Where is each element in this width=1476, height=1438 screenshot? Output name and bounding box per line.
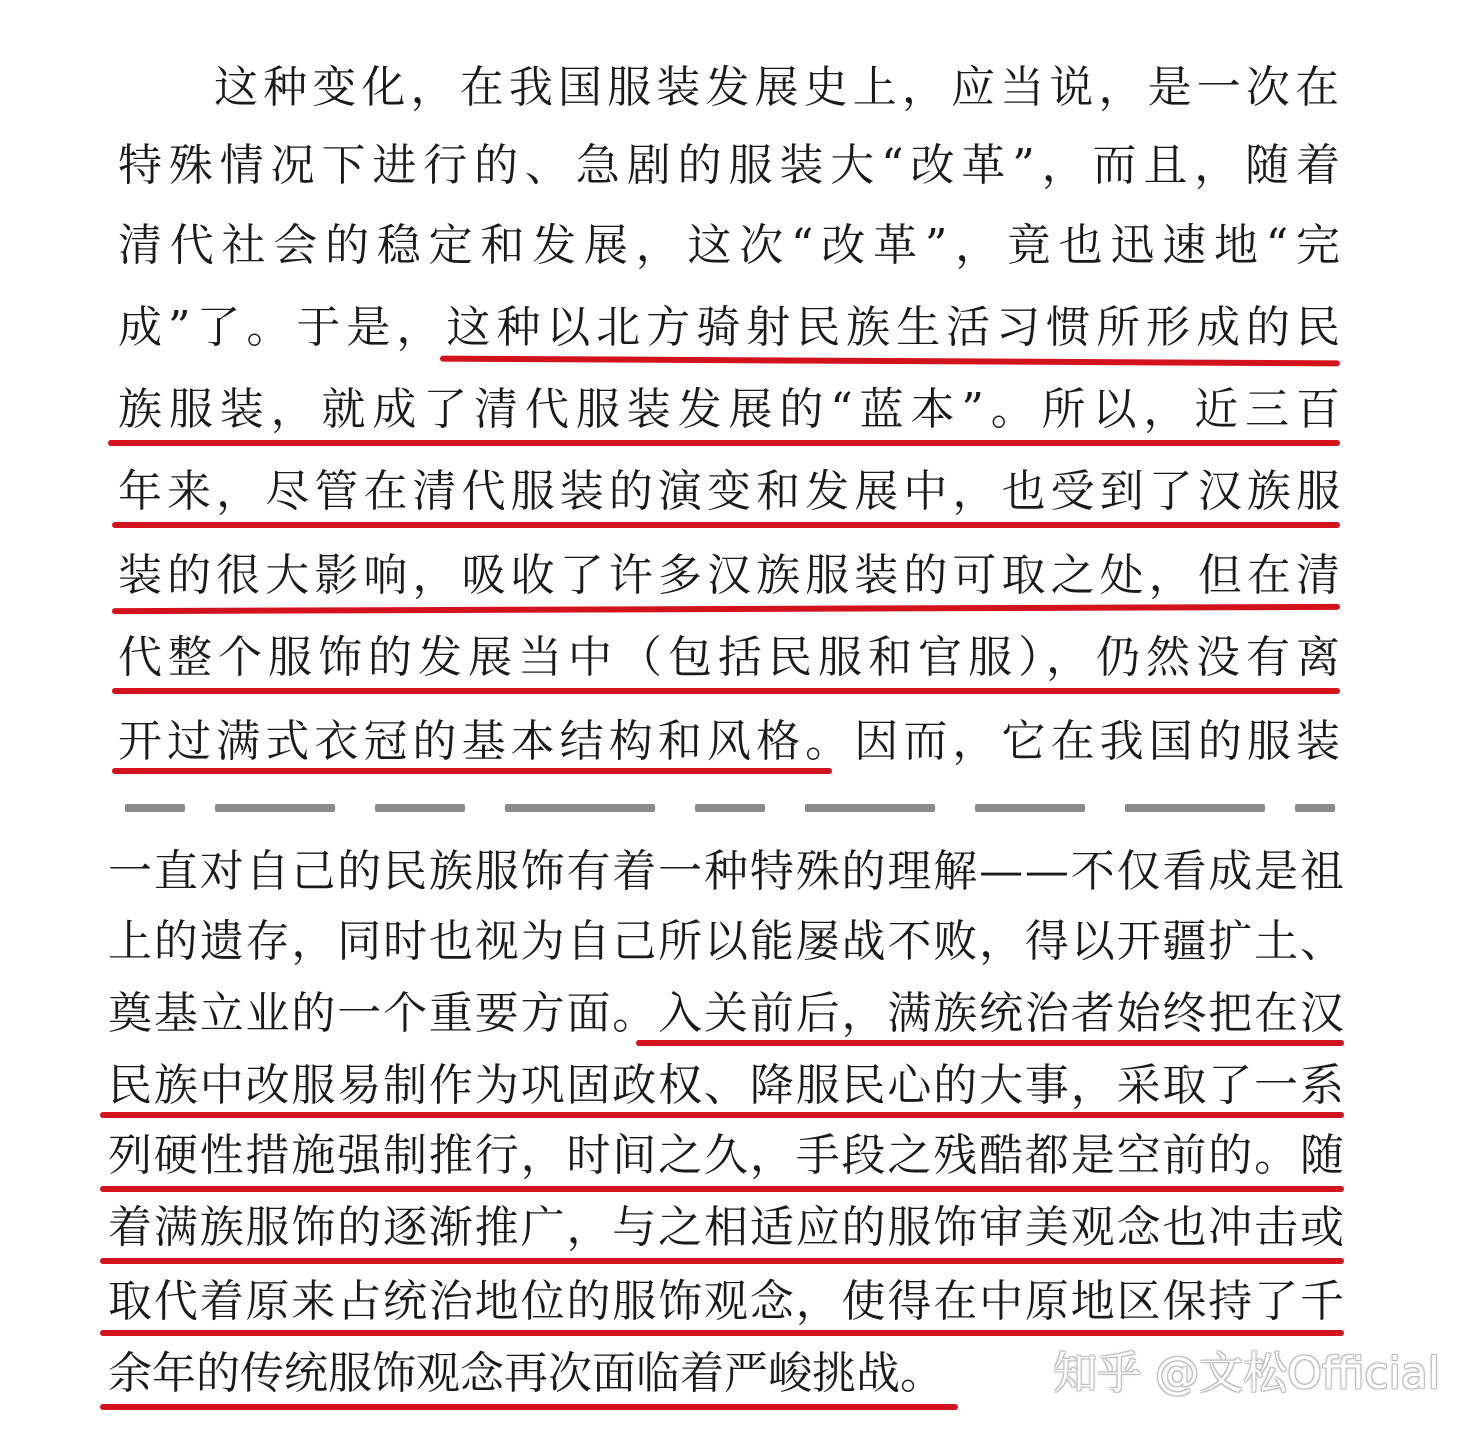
line-text: 奠基立业的一个重要方面。入关前后，满族统治者始终把在汉 [108,988,1346,1039]
text-line [0,462,1476,522]
text-line [0,298,1476,358]
line-text: 着满族服饰的逐渐推广，与之相适应的服饰审美观念也冲击或 [108,1202,1346,1253]
watermark: 知乎 @文松Official [1053,1348,1440,1399]
line-text: 年来，尽管在清代服装的演变和发展中，也受到了汉族服 [118,466,1346,517]
text-line [0,1198,1476,1258]
line-text: 成”了。于是，这种以北方骑射民族生活习惯所形成的民 [118,302,1346,353]
line-text: 列硬性措施强制推行，时间之久，手段之残酷都是空前的。随 [108,1130,1346,1181]
text-line [0,628,1476,688]
line-text: 装的很大影响，吸收了许多汉族服装的可取之处，但在清 [118,550,1346,601]
underline-mark [100,1330,1344,1336]
line-text: 民族中改服易制作为巩固政权、降服民心的大事，采取了一系 [108,1060,1346,1111]
cropped-text-fragment [105,796,1345,822]
line-text: 开过满式衣冠的基本结构和风格。因而，它在我国的服装 [118,716,1346,767]
underline-mark [100,1404,958,1410]
underline-mark [112,768,832,774]
underline-mark [108,440,1340,446]
line-text: 上的遗存，同时也视为自己所以能屡战不败，得以开疆扩土、 [108,916,1346,967]
line-text: 余年的传统服饰观念再次面临着严峻挑战。 [108,1348,944,1399]
line-text: 取代着原来占统治地位的服饰观念，使得在中原地区保持了千 [108,1276,1346,1327]
line-text: 一直对自己的民族服饰有着一种特殊的理解——不仅看成是祖 [108,846,1346,897]
underline-mark [100,1258,1344,1264]
underline-mark [112,688,1340,694]
line-text: 清代社会的稳定和发展，这次“改革”，竟也迅速地“完 [118,220,1348,271]
underline-mark [100,1186,1344,1192]
underline-mark [636,1040,1344,1046]
text-line [0,912,1476,972]
text-line [0,1272,1476,1332]
underline-mark [100,1112,1344,1118]
text-line [0,842,1476,902]
line-text: 这种变化，在我国服装发展史上，应当说，是一次在 [214,62,1345,113]
text-line [0,58,1476,118]
text-line [0,546,1476,606]
text-line [0,984,1476,1044]
text-line [0,216,1476,276]
line-text: 代整个服饰的发展当中（包括民服和官服），仍然没有离 [118,632,1346,683]
line-text: 族服装，就成了清代服装发展的“蓝本”。所以，近三百 [118,384,1347,435]
line-text: 特殊情况下进行的、急剧的服装大“改革”，而且，随着 [118,140,1347,191]
text-line [0,380,1476,440]
underline-mark [112,522,1340,528]
text-line [0,712,1476,772]
text-line [0,1126,1476,1186]
text-line [0,1056,1476,1116]
text-line [0,136,1476,196]
